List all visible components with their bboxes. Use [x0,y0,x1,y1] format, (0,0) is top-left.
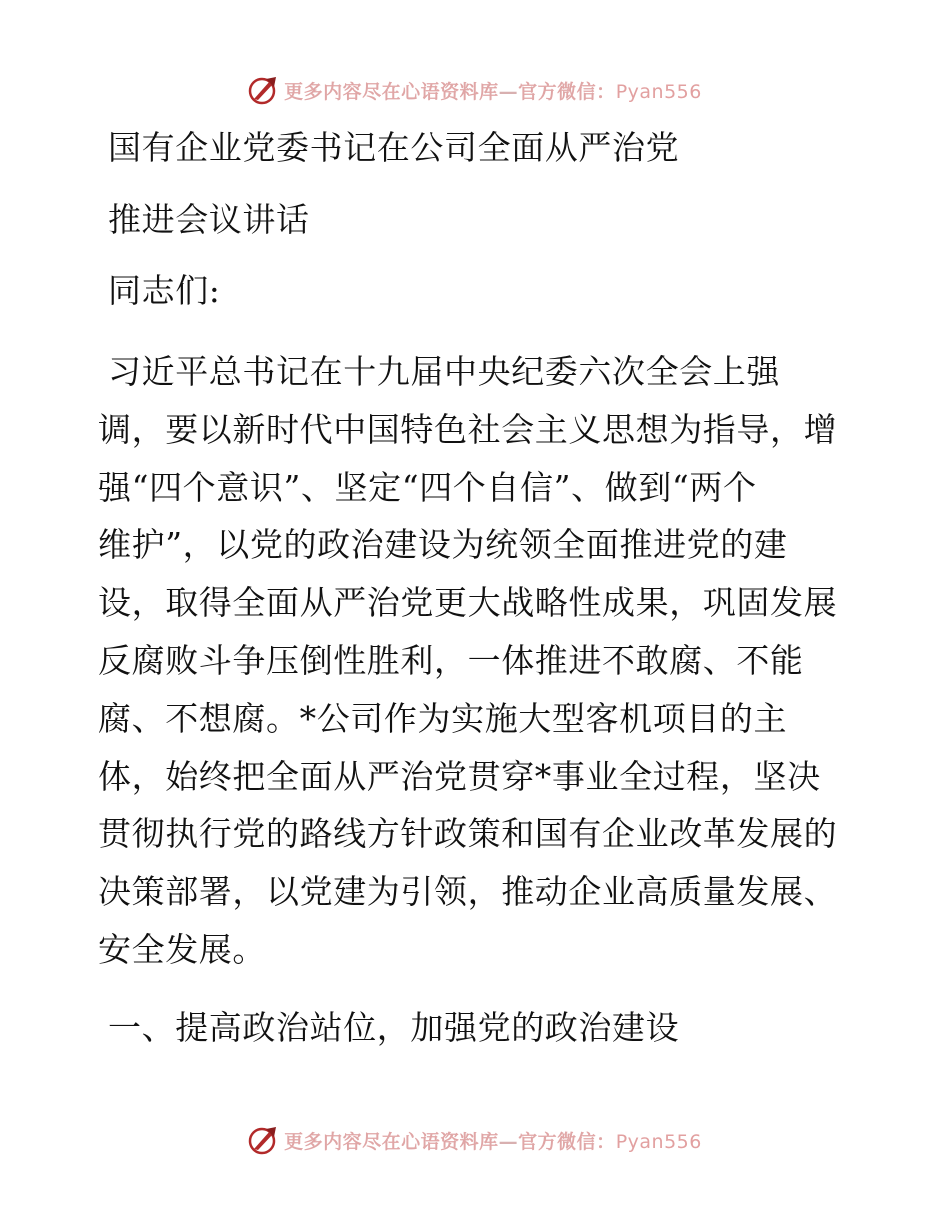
paragraph-line: 安全发展。 [98,929,266,969]
paragraph-line: 习近平总书记在十九届中央纪委六次全会上强 [108,352,780,391]
paragraph-line: 调，要以新时代中国特色社会主义思想为指导，增 [98,409,838,449]
paragraph-line: 贯彻执行党的路线方针政策和国有企业改革发展的 [98,814,838,854]
footer-watermark [0,1120,950,1160]
paragraph-line: 强“四个意识”、坚定“四个自信”、做到“两个 [98,467,757,507]
paragraph-line: 腐、不想腐。*公司作为实施大型客机项目的主 [98,698,788,738]
paragraph-line: 设，取得全面从严治党更大战略性成果，巩固发展 [98,583,838,623]
document-body [98,120,858,1056]
opening-paragraph [98,343,858,979]
header-watermark [0,70,950,110]
paragraph-line: 体，始终把全面从严治党贯穿*事业全过程，坚决 [98,756,821,796]
wechat-id: Pyan556 [615,1130,702,1153]
quill-logo-icon [248,1125,278,1155]
watermark-text: 更多内容尽在心语资料库—官方微信：Pyan556 [284,80,702,103]
paragraph-line: 维护”，以党的政治建设为统领全面推进党的建 [98,525,788,565]
greeting: 同志们: [108,271,221,310]
title-line-2: 推进会议讲话 [108,200,310,239]
paragraph-line: 决策部署，以党建为引领，推动企业高质量发展、 [98,872,838,912]
quill-logo-icon [248,75,278,105]
wechat-id: Pyan556 [615,80,702,103]
watermark-text: 更多内容尽在心语资料库—官方微信：Pyan556 [284,1130,702,1153]
title-line-1: 国有企业党委书记在公司全面从严治党 [108,128,680,167]
section-heading: 一、提高政治站位，加强党的政治建设 [108,1007,680,1047]
paragraph-line: 反腐败斗争压倒性胜利，一体推进不敢腐、不能 [98,640,804,680]
